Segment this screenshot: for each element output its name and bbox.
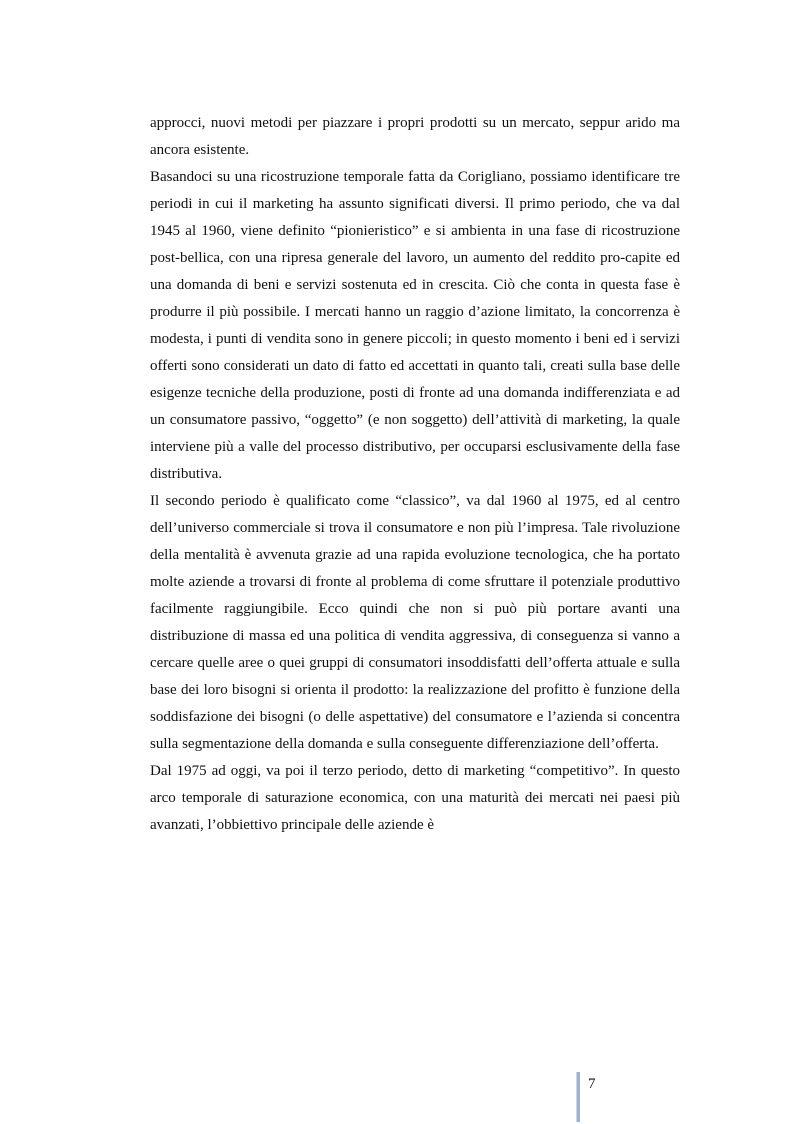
paragraph-4: Dal 1975 ad oggi, va poi il terzo periodo, detto di marketing “competitivo”. In questo arco temporale di saturazione economica, con una maturità dei mercati nei paesi più avanzati, l’obbiettivo principale delle aziende è: [150, 763, 680, 833]
paragraph-1: approcci, nuovi metodi per piazzare i propri prodotti su un mercato, seppur arido ma ancora esistente.: [150, 115, 680, 158]
body-text: [150, 110, 680, 839]
paragraph-3: Il secondo periodo è qualificato come “classico”, va dal 1960 al 1975, ed al centro dell’universo commerciale si trova il consumatore e non più l’impresa. Tale rivoluzione della mentalità è avvenuta grazie ad una rapida evoluzione tecnologica, che ha portato molte aziende a trovarsi di fronte al problema di come sfruttare il potenziale produttivo facilmente raggiungibile. Ecco quindi che non si può più portare avanti una distribuzione di massa ed una politica di vendita aggressiva, di conseguenza si vanno a cercare quelle aree o quei gruppi di consumatori insoddisfatti dell’offerta attuale e sulla base dei loro bisogni si orienta il prodotto: la realizzazione del profitto è funzione della soddisfazione dei bisogni (o delle aspettative) del consumatore e l’azienda si concentra sulla segmentazione della domanda e sulla conseguente differenziazione dell’offerta.: [150, 493, 680, 752]
footer-accent-bar: [576, 1072, 580, 1122]
page-number: 7: [588, 1076, 596, 1092]
paragraph-2: Basandoci su una ricostruzione temporale fatta da Corigliano, possiamo identificare tre periodi in cui il marketing ha assunto significati diversi. Il primo periodo, che va dal 1945 al 1960, viene definito “pionieristico” e si ambienta in una fase di ricostruzione post-bellica, con una ripresa generale del lavoro, un aumento del reddito pro-capite ed una domanda di beni e servizi sostenuta ed in crescita. Ciò che conta in questa fase è produrre il più possibile. I mercati hanno un raggio d’azione limitato, la concorrenza è modesta, i punti di vendita sono in genere piccoli; in questo momento i beni ed i servizi offerti sono considerati un dato di fatto ed accettati in quanto tali, creati sulla base delle esigenze tecniche della produzione, posti di fronte ad una domanda indifferenziata e ad un consumatore passivo, “oggetto” (e non soggetto) dell’attività di marketing, la quale interviene più a valle del processo distributivo, per occuparsi esclusivamente della fase distributiva.: [150, 169, 680, 482]
page-footer: [576, 1072, 596, 1124]
